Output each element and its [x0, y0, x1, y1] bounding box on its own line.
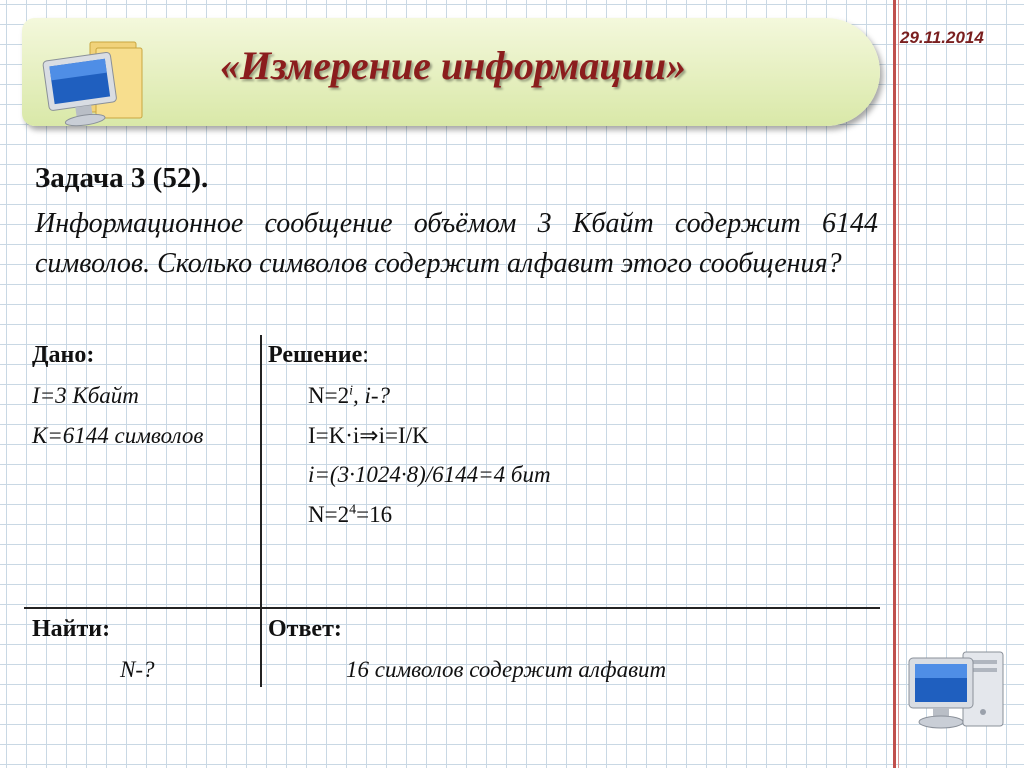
- solution-line-4: [308, 502, 392, 528]
- computer-icon: [905, 648, 1020, 733]
- task-text: Информационное сообщение объёмом 3 Кбайт содержит 6144 символов. Сколько символов содержит алфавит этого сообщения?: [35, 208, 878, 279]
- given-line-1: I=3 Кбайт: [32, 383, 139, 408]
- solution-label-text: Решение: [268, 342, 363, 368]
- implies-arrow: ⇒: [359, 423, 379, 448]
- find-label: Найти:: [32, 616, 111, 642]
- solution-line-3: i=(3·1024·8)/6144=4 бит: [308, 462, 551, 487]
- solution-line-2: [308, 423, 429, 449]
- formula-base: N=2: [308, 502, 350, 527]
- page-title: «Измерение информации»: [220, 43, 687, 88]
- solution-line-1: [308, 383, 390, 409]
- task-title: Задача 3 (52).: [35, 162, 209, 194]
- table-horizontal-divider: [24, 607, 880, 609]
- monitor-icon: [38, 38, 148, 130]
- formula-right: i=I/K: [378, 423, 429, 448]
- date-label: 29.11.2014: [900, 28, 984, 47]
- formula-left: I=K·i: [308, 423, 360, 448]
- notebook-margin-line-thin: [898, 0, 899, 768]
- answer-value: 16 символов содержит алфавит: [346, 657, 667, 682]
- notebook-margin-line: [893, 0, 896, 768]
- given-label: Дано:: [32, 342, 95, 368]
- table-vertical-divider: [260, 335, 262, 687]
- find-value: N-?: [120, 657, 155, 682]
- formula-exponent: 4: [349, 502, 357, 518]
- solution-label: [268, 342, 369, 369]
- formula-rest: , i-?: [352, 383, 391, 408]
- solution-label-colon: :: [362, 342, 369, 368]
- formula-base: N=2: [308, 383, 350, 408]
- given-line-2: К=6144 символов: [32, 423, 204, 448]
- answer-label: Ответ:: [268, 616, 342, 642]
- formula-exponent: i: [349, 383, 353, 399]
- formula-rest: =16: [356, 502, 393, 527]
